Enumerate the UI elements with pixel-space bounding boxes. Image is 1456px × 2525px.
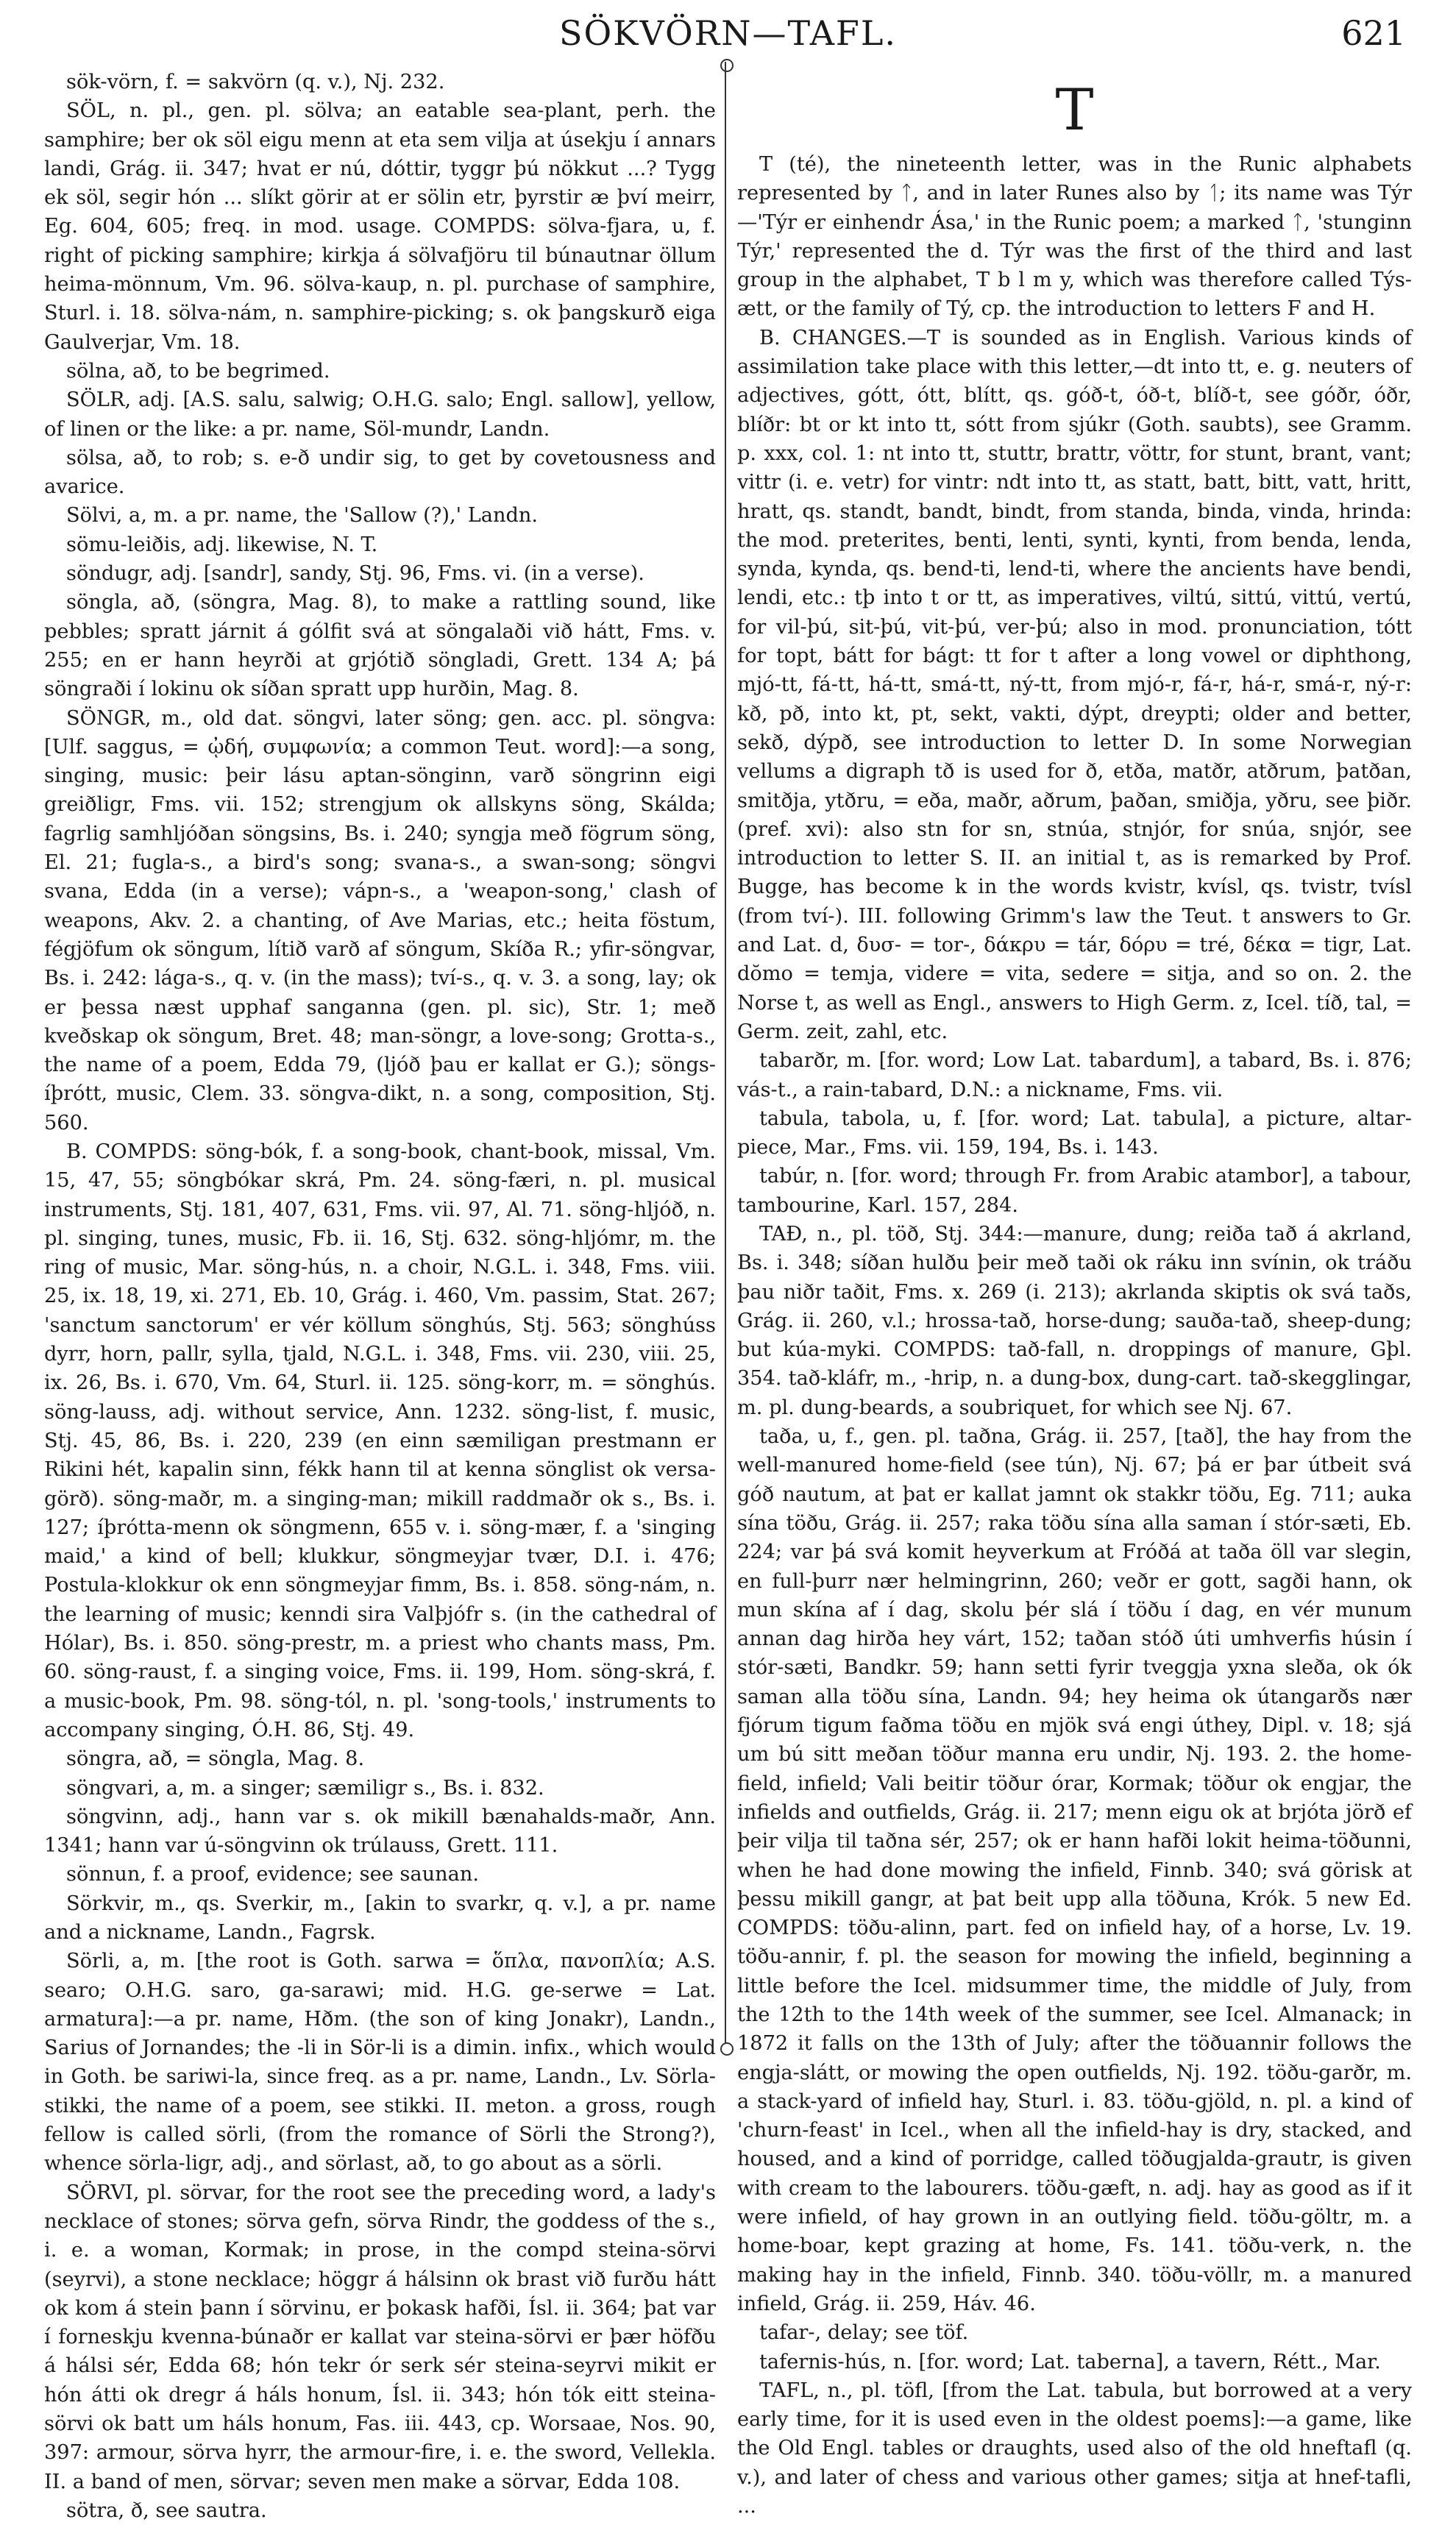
left-column bbox=[44, 68, 716, 2525]
entry-tabula: tabula, tabola, u, f. [for. word; Lat. tabula], a picture, altar-piece, Mar., Fms. vii. 159, 194, Bs. i. 143. bbox=[737, 1107, 1412, 1159]
entry-t-changes: B. CHANGES.—T is sounded as in English. Various kinds of assimilation take place with this letter,—dt into tt, e. g. neuters of adjectives, gótt, ótt, blítt, qs. góð-t, óð-t, blíð-t, see góðr, óðr, blíðr: bt or kt into tt, sótt from sjúkr (Goth. saubts), see Gramm. p. xxx, col. 1: nt into tt, stuttr, brattr, vöttr, for stunt, brant, vant; vittr (i. e. vetr) for vintr: ndt into tt, as statt, batt, bitt, vatt, hritt, hratt, qs. standt, bandt, bindt, from standa, binda, vinda, hrinda: the mod. preterites, benti, lenti, synti, kynti, from benda, lenda, synda, kynda, qs. bend-ti, lend-ti, where the ancients have bendi, lendi, etc.: tþ into t or tt, as imperatives, viltú, sittú, vittú, vertú, for vil-þú, sit-þú, vit-þú, ver-þú; also in mod. pronunciation, tótt for topt, bátt for bágt: tt for t after a long vowel or diphthong, mjó-tt, fá-tt, há-tt, smá-tt, ný-tt, from mjó-r, fá-r, há-r, smá-r, ný-r: kð, pð, into kt, pt, sekt, vakti, dýpt, dreypti; older and better, sekð, dýpð, see introduction to letter D. In some Norwegian vellums a digraph tð is used for ð, etða, matðr, atðrum, þatðan, smitðja, ytðru, = eða, maðr, aðrum, þaðan, smiðja, yðru, see þiðr. (pref. xvi): also stn for sn, stnúa, stnjór, for snúa, snjór, see introduction to letter S. II. an initial t, as is remarked by Prof. Bugge, has become k in the words kvistr, kvísl, qs. tvistr, tvísl (from tví-). III. following Grimm's law the Teut. t answers to Gr. and Lat. d, δυσ- = tor-, δάκρυ = tár, δόρυ = tré, δέκα = tigr, Lat. dŏmo = temja, videre = vita, sedere = sitja, and so on. 2. the Norse t, as well as Engl., answers to High Germ. z, Icel. tíð, tal, = Germ. zeit, zahl, etc. bbox=[737, 326, 1412, 1043]
column-divider-top-ornament bbox=[720, 59, 734, 72]
entry-sonnun: sönnun, f. a proof, evidence; see saunan. bbox=[66, 1863, 479, 1886]
entry-songra: söngra, að, = söngla, Mag. 8. bbox=[66, 1747, 365, 1771]
entry-sotra: sötra, ð, see sautra. bbox=[66, 2499, 267, 2522]
entry-sorkvir: Sörkvir, m., qs. Sverkir, m., [akin to svarkr, q. v.], a pr. name and a nickname, Landn., Fagrsk. bbox=[44, 1892, 716, 1944]
entry-tabardr: tabarðr, m. [for. word; Low Lat. tabardum], a tabard, Bs. i. 876; vás-t., a rain-tabard, D.N.: a nickname, Fms. vii. bbox=[737, 1049, 1412, 1101]
section-letter-heading: T bbox=[1055, 77, 1094, 143]
entry-solna: sölna, að, to be begrimed. bbox=[66, 359, 330, 383]
page-header bbox=[44, 13, 1412, 57]
page-number: 621 bbox=[1341, 13, 1406, 53]
entry-tabur: tabúr, n. [for. word; through Fr. from Arabic atambor], a tabour, tambourine, Karl. 157, 284. bbox=[737, 1165, 1412, 1217]
entry-songvari: söngvari, a, m. a singer; sæmiligr s., Bs. i. 832. bbox=[66, 1776, 544, 1800]
entry-tada: taða, u, f., gen. pl. taðna, Grág. ii. 257, [tað], the hay from the well-manured home-field (see tún), Nj. 67; þá er þar útbeit svá góð nautum, at þat er kallat jamnt ok stakkr töðu, Eg. 711; auka sína töðu, Grág. ii. 257; raka töðu sína alla saman í stór-sæti, Eb. 224; var þá svá komit heyverkum at Fróðá at taða öll var slegin, en full-þurr nær helmingrinn, 260; veðr er gott, sagði hann, ok mun skína af í dag, skolu þér slá í töðu í dag, en vér munum annan dag hirða hey várt, 152; taðan stóð úti umhverfis húsin í stór-sæti, Bandkr. 59; hann setti fyrir tveggja yxna sleða, ok ók saman alla töðu sína, Landn. 94; hey heima ok útangarðs nær fjórum tigum faðma töðu en mjök svá engi úthey, Dipl. v. 18; sjá um bú sitt meðan töður manna eru undir, Nj. 193. 2. the home-field, infield; Vali beitir töður órar, Kormak; töður ok engjar, the infields and outfields, Grág. ii. 217; menn eigu ok at brjóta jörð ef þeir vilja til taðna sér, 257; ok er hann hafði lokit heima-töðunni, when he had done mowing the infield, Finnb. 340; svá görisk at þessu mikill gangr, at þat beit upp alla töðuna, Krók. 5 new Ed. COMPDS: töðu-alinn, part. fed on infield hay, of a horse, Lv. 19. töðu-annir, f. pl. the season for mowing the infield, beginning a little before the Icel. midsummer time, the middle of July, from the 12th to the 14th week of the summer, see Icel. Almanack; in 1872 it falls on the 13th of July; after the töðuannir follows the engja-slátt, or mowing the open outfields, Nj. 192. töðu-garðr, m. a stack-yard of infield hay, Sturl. i. 83. töðu-gjöld, n. pl. a kind of 'churn-feast' in Icel., when all the infield-hay is dry, stacked, and housed, and a kind of porridge, called töðugjalda-grautr, is given with cream to the labourers. töðu-gæft, n. adj. hay as good as if it were infield, of hay grown in an outlying field. töðu-göltr, m. a home-boar, kept grazing at home, Fs. 141. töðu-verk, n. the making hay in the infield, Finnb. 340. töðu-völlr, m. a manured infield, Grág. ii. 259, Háv. 46. bbox=[737, 1425, 1412, 2315]
entry-sol: SÖL, n. pl., gen. pl. sölva; an eatable sea-plant, perh. the samphire; ber ok söl eigu menn at eta sem vilja at úsekju í annars landi, Grág. ii. 347; hvat er nú, dóttir, tyggr þú nökkut ...? Tygg ek söl, segir hón ... slíkt görir at er sölin etr, þyrstir æ því meirr, Eg. 604, 605; freq. in mod. usage. COMPDS: sölva-fjara, u, f. right of picking samphire; kirkja á sölvafjöru til búnautnar öllum heima-mönnum, Vm. 96. sölva-kaup, n. pl. purchase of samphire, Sturl. i. 18. sölva-nám, n. samphire-picking; s. ok þangskurð eiga Gaulverjar, Vm. 18. bbox=[44, 99, 716, 354]
entry-tafl: TAFL, n., pl. töfl, [from the Lat. tabula, but borrowed at a very early time, for it is used even in the oldest poems]:—a game, like the Old Engl. tables or draughts, used also of the old hneftafl (q. v.), and later of chess and various other games; sitja at hnef-tafli, ... bbox=[737, 2379, 1412, 2518]
entry-sondugr: söndugr, adj. [sandr], sandy, Stj. 96, Fms. vi. (in a verse). bbox=[66, 562, 644, 586]
entry-songr: SÖNGR, m., old dat. söngvi, later söng; gen. acc. pl. söngva: [Ulf. saggus, = ᾠδή, συμφωνία; a common Teut. word]:—a song, singing, music: þeir lásu aptan-sönginn, varð söngrinn eigi greiðligr, Fms. vii. 152; strengjum ok allskyns söng, Skálda; fagrlig samhljóðan söngsins, Bs. i. 240; syngja með fögrum söng, El. 21; fugla-s., a bird's song; svana-s., a swan-song; söngvi svana, Edda (in a verse); vápn-s., a 'weapon-song,' clash of weapons, Akv. 2. a chanting, of Ave Marias, etc.; heita föstum, fégjöfum ok söngum, lítið varð af söngum, Skíða R.; yfir-söngvar, Bs. i. 242: lága-s., q. v. (in the mass); tví-s., q. v. 3. a song, lay; ok er þessa næst upphaf sanganna (gen. pl. sic), Str. 1; með kveðskap ok söngum, Bret. 48; man-söngr, a love-song; Grotta-s., the name of a poem, Edda 79, (ljóð þau er kallat er G.); söngs-íþrótt, music, Clem. 33. söngva-dikt, n. a song, composition, Stj. 560. bbox=[44, 706, 716, 1134]
entry-tafernis-hus: tafernis-hús, n. [for. word; Lat. taberna], a tavern, Rétt., Mar. bbox=[759, 2350, 1381, 2373]
entry-solr: SÖLR, adj. [A.S. salu, salwig; O.H.G. salo; Engl. sallow], yellow, of linen or the like: a pr. name, Söl-mundr, Landn. bbox=[44, 388, 716, 441]
entry-songvinn: söngvinn, adj., hann var s. ok mikill bænahalds-maðr, Ann. 1341; hann var ú-söngvinn ok trúlauss, Grett. 111. bbox=[44, 1805, 716, 1858]
entry-solsa: sölsa, að, to rob; s. e-ð undir sig, to get by covetousness and avarice. bbox=[44, 446, 716, 499]
entry-sorli: Sörli, a, m. [the root is Goth. sarwa = ὅπλα, πανοπλία; A.S. searo; O.H.G. saro, ga-sarawi; mid. H.G. ge-serwe = Lat. armatura]:—a pr. name, Hðm. (the son of king Jonakr), Landn., Sarius of Jornandes; the -li in Sör-li is a dimin. infix., which would in Goth. be sariwi-la, since freq. as a pr. name, Landn., Lv. Sörla-stikki, the name of a poem, see stikki. II. meton. a gross, rough fellow is called sörli, (from the romance of Sörli the Strong?), whence sörla-ligr, adj., and sörlast, að, to go about as a sörli. bbox=[44, 1950, 716, 2176]
column-divider bbox=[725, 62, 726, 2052]
entry-song-compounds: B. COMPDS: söng-bók, f. a song-book, chant-book, missal, Vm. 15, 47, 55; söngbókar skrá, Pm. 24. söng-færi, n. pl. musical instruments, Stj. 181, 407, 631, Fms. vii. 97, Al. 71. söng-hljóð, n. pl. singing, tunes, music, Fb. ii. 16, Stj. 632. söng-hljómr, m. the ring of music, Mar. söng-hús, n. a choir, N.G.L. i. 348, Fms. viii. 25, ix. 18, 19, xi. 271, Eb. 10, Grág. i. 460, Vm. passim, Stat. 267; 'sanctum sanctorum' er vér köllum sönghús, Stj. 563; sönghúss dyrr, horn, pallr, sylla, tjald, N.G.L. i. 348, Fms. vii. 230, viii. 25, ix. 26, Bs. i. 670, Vm. 64, Sturl. ii. 125. söng-korr, m. = sönghús. söng-lauss, adj. without service, Ann. 1232. söng-list, f. music, Stj. 45, 86, Bs. i. 220, 239 (en einn sæmiligan prestmann er Rikini hét, kapalin sinn, fékk hann til at kenna sönglist ok versa-görð). söng-maðr, m. a singing-man; mikill raddmaðr ok s., Bs. i. 127; íþrótta-menn ok söngmenn, 655 v. i. söng-mær, f. a 'singing maid,' a kind of bell; klukkur, söngmeyjar tvær, D.I. i. 476; Postula-klokkur ok enn söngmeyjar fimm, Bs. i. 858. söng-nám, n. the learning of music; kenndi sira Valþjófr s. (in the cathedral of Hólar), Bs. i. 850. söng-prestr, m. a priest who chants mass, Pm. 60. söng-raust, f. a singing voice, Fms. ii. 199, Hom. söng-skrá, f. a music-book, Pm. 98. söng-tól, n. pl. 'song-tools,' instruments to accompany singing, Ó.H. 86, Stj. 49. bbox=[44, 1140, 716, 1741]
entry-sorvi: SÖRVI, pl. sörvar, for the root see the preceding word, a lady's necklace of stones; sörva gefn, sörva Rindr, the goddess of the s., i. e. a woman, Kormak; in prose, in the compd steina-sörvi (seyrvi), a stone necklace; höggr á hálsinn ok brast við furðu hátt ok kom á stein þann í sörvinu, er þokask hafði, Ísl. ii. 364; þat var í forneskju kvenna-búnaðr er kallat var steina-sörvi er þær höfðu á hálsi sér, Edda 68; hón tekr ór serk sér steina-seyrvi mikit er hón átti ok dregr á háls honum, Ísl. ii. 343; hón tók eitt steina-sörvi ok batt um háls honum, Fas. iii. 443, cp. Worsaae, Nos. 90, 397: armour, sörva hyrr, the armour-fire, i. e. the sword, Vellekla. II. a band of men, sörvar; seven men make a sörvar, Edda 108. bbox=[44, 2181, 716, 2493]
running-title: SÖKVÖRN—TAFL. bbox=[558, 13, 898, 53]
entry-solvi: Sölvi, a, m. a pr. name, the 'Sallow (?),' Landn. bbox=[66, 504, 539, 528]
entry-tad: TAÐ, n., pl. töð, Stj. 344:—manure, dung; reiða tað á akrland, Bs. i. 348; síðan hulðu þeir með taði ok ráku inn svínin, ok tráðu þau niðr taðit, Fms. x. 269 (i. 213); akrlanda skiptis ok svá taðs, Grág. ii. 260, v.l.; hrossa-tað, horse-dung; sauða-tað, sheep-dung; but kúa-myki. COMPDS: tað-fall, n. droppings of manure, Gþl. 354. tað-kláfr, m., -hrip, n. a dung-box, dung-cart. tað-skegglingar, m. pl. dung-beards, a soubriquet, for which see Nj. 67. bbox=[737, 1222, 1412, 1419]
entry-t-letter: T (té), the nineteenth letter, was in the Runic alphabets represented by ᛏ, and in later Runes also by ᛐ; its name was Týr—'Týr er einhendr Ása,' in the Runic poem; a marked ᛏ, 'stunginn Týr,' represented the d. Týr was the first of the third and last group in the alphabet, T b l m y, which was therefore called Týs-ætt, or the family of Tý, cp. the introduction to letters F and H. bbox=[737, 153, 1412, 321]
entry-sokvorn: sök-vörn, f. = sakvörn (q. v.), Nj. 232. bbox=[66, 71, 445, 93]
right-column bbox=[737, 68, 1412, 2521]
column-divider-bottom-ornament bbox=[720, 2042, 734, 2056]
entry-somu-leidis: sömu-leiðis, adj. likewise, N. T. bbox=[66, 533, 378, 556]
entry-songla: söngla, að, (söngra, Mag. 8), to make a rattling sound, like pebbles; spratt járnit á gólfit svá at söngalaði við hátt, Fms. v. 255; en er hann heyrði at grjótið söngladi, Grett. 134 A; þá söngraði í lokinu ok síðan spratt upp hurðin, Mag. 8. bbox=[44, 591, 716, 701]
entry-tafar: tafar-, delay; see töf. bbox=[759, 2321, 969, 2345]
